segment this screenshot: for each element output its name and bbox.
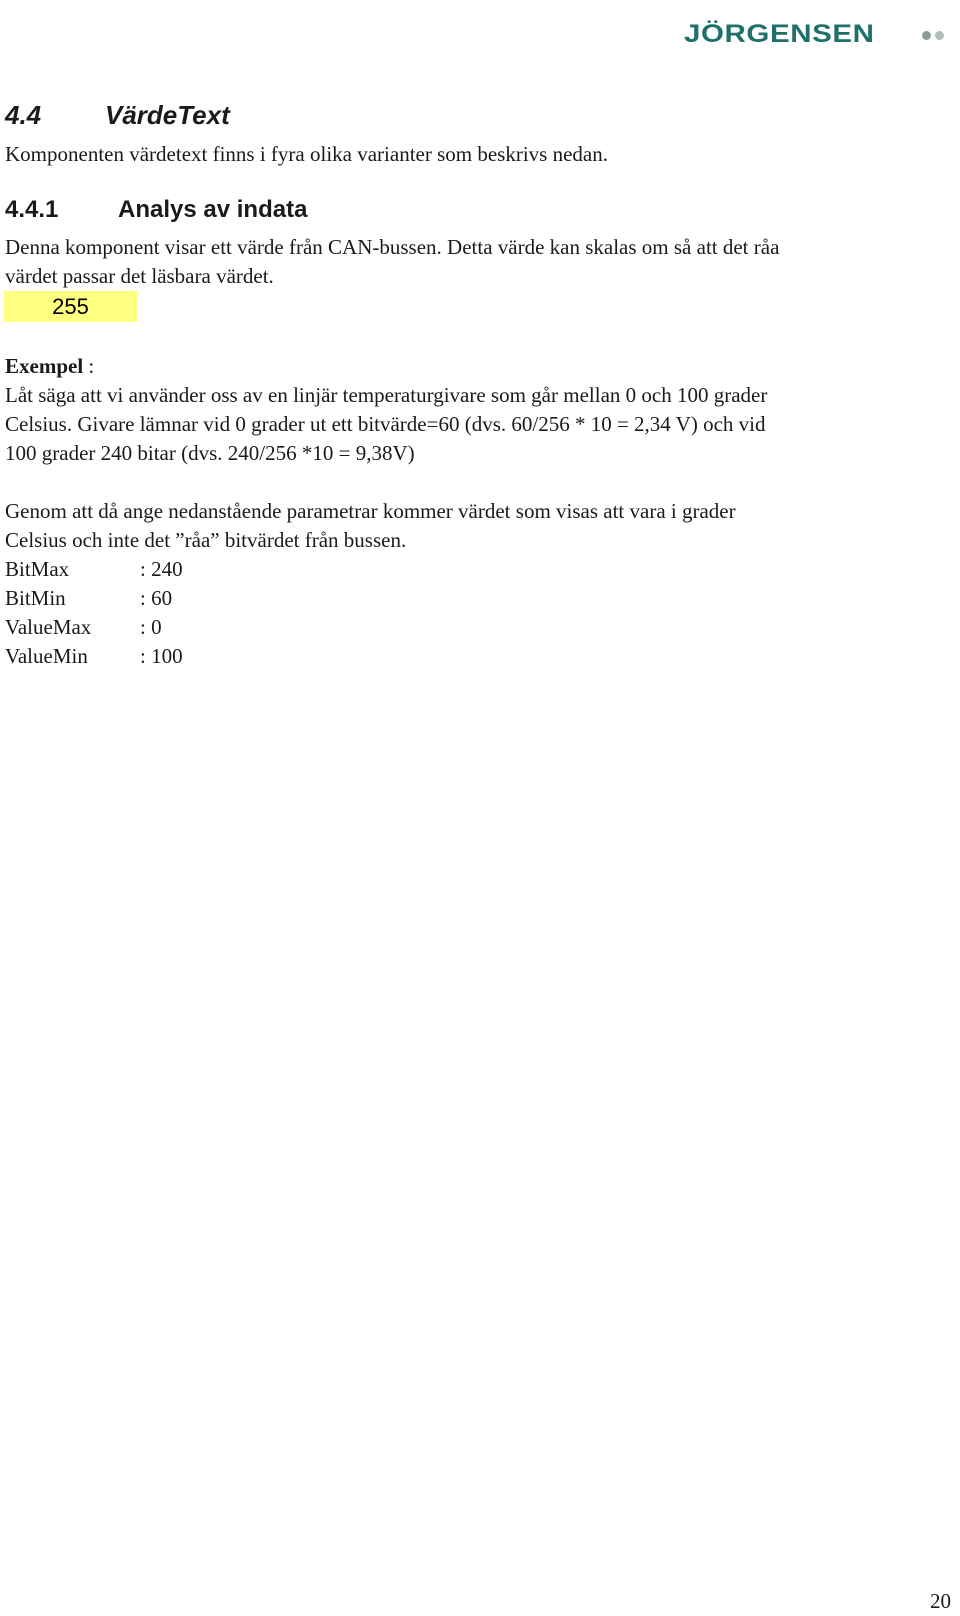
subsection-description-line2: värdet passar det läsbara värdet. <box>5 264 274 288</box>
parameter-row-valuemax <box>5 613 162 642</box>
parameter-name: ValueMin <box>5 644 88 668</box>
parameter-value: : 100 <box>140 644 183 668</box>
subsection-description-line1: Denna komponent visar ett värde från CAN-bussen. Detta värde kan skalas om så att det råa <box>5 235 780 259</box>
logo-dots-icon <box>922 31 952 43</box>
example-line1: Låt säga att vi använder oss av en linjär temperaturgivare som går mellan 0 och 100 grader <box>5 383 768 407</box>
parameter-row-valuemin <box>5 642 183 671</box>
parameter-value: : 60 <box>140 586 173 610</box>
value-text-sample: 255 <box>4 291 137 322</box>
parameter-name: BitMin <box>5 586 66 610</box>
parameter-value: : 240 <box>140 557 183 581</box>
example-line3: 100 grader 240 bitar (dvs. 240/256 *10 = 9,38V) <box>5 441 415 465</box>
subsection-title: Analys av indata <box>118 196 308 223</box>
section-heading <box>5 100 230 131</box>
parameter-row-bitmax <box>5 555 183 584</box>
page-number: 20 <box>930 1589 951 1613</box>
example-label: Exempel <box>5 354 84 378</box>
section-title: VärdeText <box>105 100 230 130</box>
subsection-heading <box>5 196 307 225</box>
parameter-row-bitmin <box>5 584 172 613</box>
subsection-number: 4.4.1 <box>5 196 59 223</box>
explanation-line2: Celsius och inte det ”råa” bitvärdet från bussen. <box>5 528 407 552</box>
example-colon: : <box>83 354 95 378</box>
parameter-value: : 0 <box>140 615 162 639</box>
example-heading <box>5 352 955 381</box>
parameter-name: ValueMax <box>5 615 92 639</box>
section-intro: Komponenten värdetext finns i fyra olika varianter som beskrivs nedan. <box>5 142 608 166</box>
company-logo: JÖRGENSEN <box>684 20 875 48</box>
section-number: 4.4 <box>5 100 42 130</box>
parameter-name: BitMax <box>5 557 70 581</box>
example-line2: Celsius. Givare lämnar vid 0 grader ut ett bitvärde=60 (dvs. 60/256 * 10 = 2,34 V) och vid <box>5 412 766 436</box>
explanation-line1: Genom att då ange nedanstående parametrar kommer värdet som visas att vara i grader <box>5 499 736 523</box>
